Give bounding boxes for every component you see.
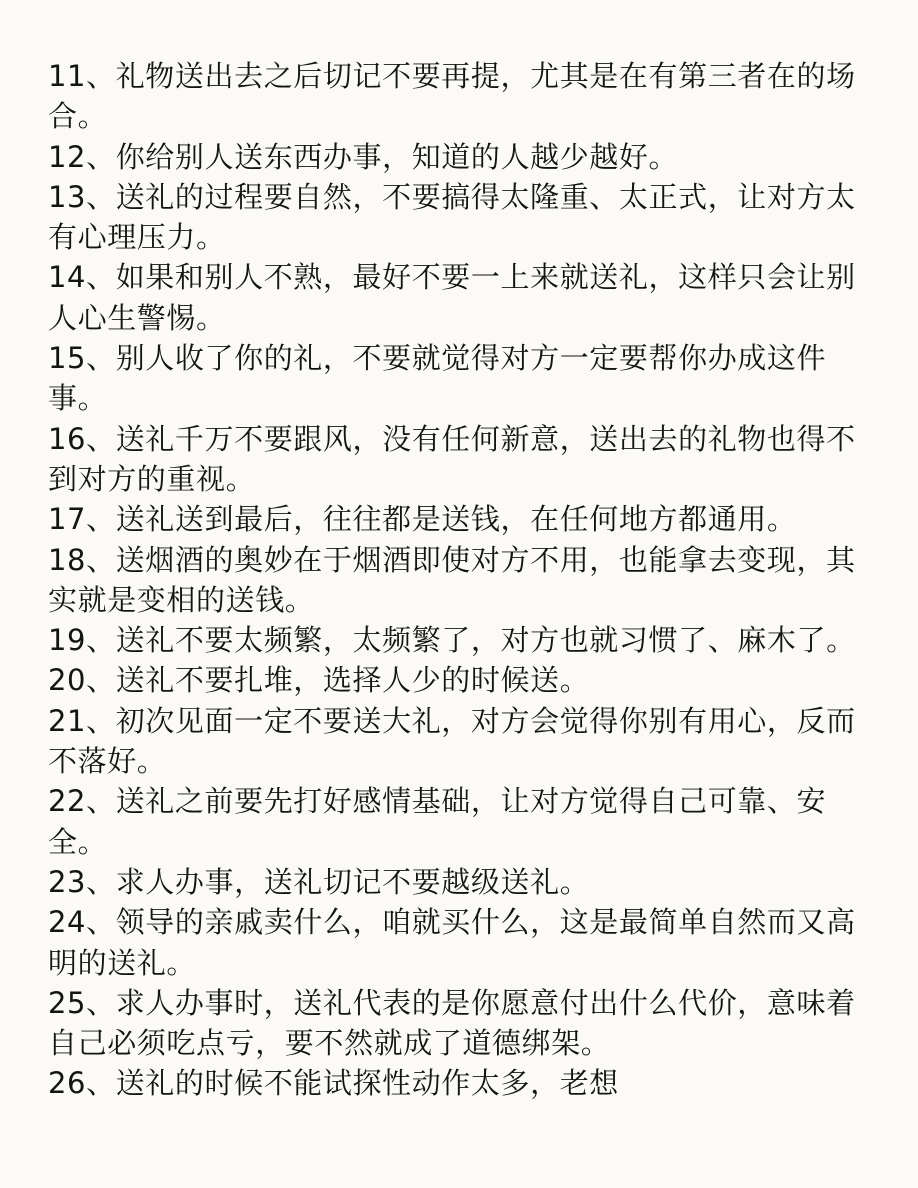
list-item: 13、送礼的过程要自然，不要搞得太隆重、太正式，让对方太有心理压力。 [48,179,856,255]
list-item: 22、送礼之前要先打好感情基础，让对方觉得自己可靠、安全。 [48,784,827,859]
list-item: 21、初次见面一定不要送大礼，对方会觉得你别有用心，反而不落好。 [48,703,856,779]
list-item: 23、求人办事，送礼切记不要越级送礼。 [48,864,590,899]
list-item: 12、你给别人送东西办事，知道的人越少越好。 [48,139,679,174]
list-item: 25、求人办事时，送礼代表的是你愿意付出什么代价，意味着自己必须吃点亏，要不然就成了道德绑架。 [48,985,856,1061]
fade-overlay [588,1126,918,1176]
list-item: 14、如果和别人不熟，最好不要一上来就送礼，这样只会让别人心生警惕。 [48,260,856,335]
list-item: 15、别人收了你的礼，不要就觉得对方一定要帮你办成这件事。 [48,341,827,416]
list-item: 24、领导的亲戚卖什么，咱就买什么，这是最简单自然而又高明的送礼。 [48,905,856,980]
list-item: 16、送礼千万不要跟风，没有任何新意，送出去的礼物也得不到对方的重视。 [48,421,856,496]
tips-list [48,56,878,1104]
list-item: 26、送礼的时候不能试探性动作太多，老想 [48,1066,619,1101]
list-item: 20、送礼不要扎堆，选择人少的时候送。 [48,663,590,698]
list-item: 17、送礼送到最后，往往都是送钱，在任何地方都通用。 [48,502,797,537]
list-item: 11、礼物送出去之后切记不要再提，尤其是在有第三者在的场合。 [48,59,856,134]
list-item: 18、送烟酒的奥妙在于烟酒即使对方不用，也能拿去变现，其实就是变相的送钱。 [48,542,856,617]
list-item: 19、送礼不要太频繁，太频繁了，对方也就习惯了、麻木了。 [48,623,856,658]
